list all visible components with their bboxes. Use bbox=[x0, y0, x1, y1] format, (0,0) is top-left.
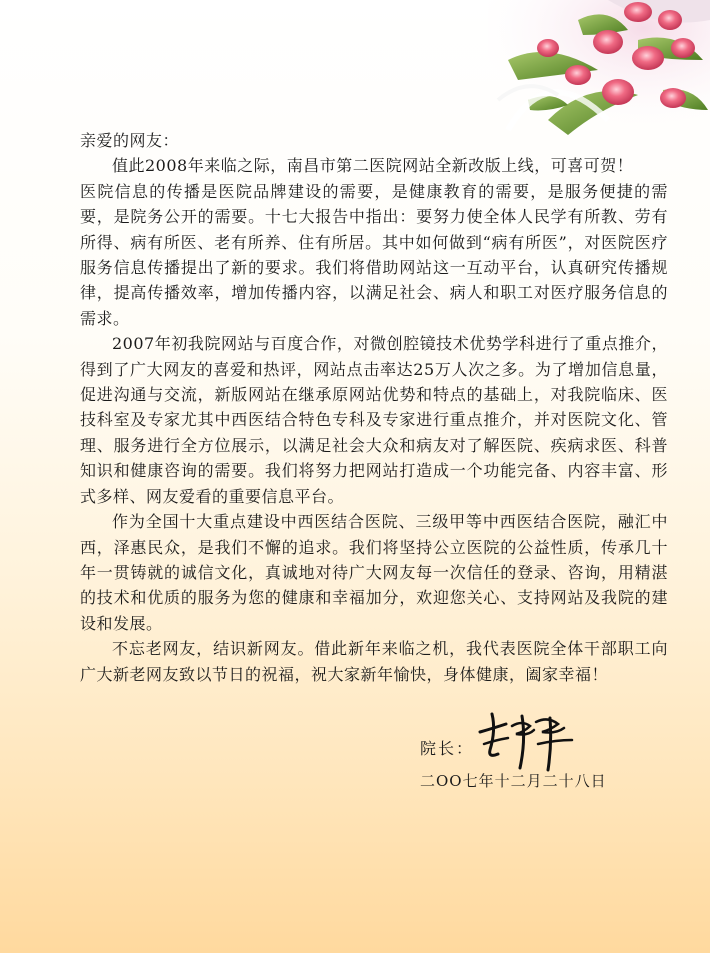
paragraph-new-year-wishes: 不忘老网友，结识新网友。借此新年来临之机，我代表医院全体干部职工向广大新老网友致以节日的祝福，祝大家新年愉快，身体健康，阖家幸福！ bbox=[80, 639, 668, 684]
signature-label: 院长： bbox=[420, 739, 475, 758]
greeting: 亲爱的网友： bbox=[80, 131, 180, 150]
paragraph-hospital-mission: 作为全国十大重点建设中西医结合医院、三级甲等中西医结合医院，融汇中西，泽惠民众，是我们不懈的追求。我们将坚持公立医院的公益性质，传承几十年一贯铸就的诚信文化，真诚地对待广大网友每一次信任的登录、咨询，用精湛的技术和优质的服务为您的健康和幸福加分，欢迎您关心、支持网站及我院的建设和发展。 bbox=[80, 512, 668, 633]
flower-illustration bbox=[488, 0, 710, 140]
paragraph-website-2007: 2007年初我院网站与百度合作，对微创腔镜技术优势学科进行了重点推介，得到了广大网友的喜爱和热评，网站点击率达25万人次之多。为了增加信息量，促进沟通与交流，新版网站在继承原网站优势和特点的基础上，对我院临床、医技科室及专家尤其中西医结合特色专科及专家进行重点推介，并对医院文化、管理、服务进行全方位展示，以满足社会大众和病友对了解医院、疾病求医、科普知识和健康咨询的需要。我们将努力把网站打造成一个功能完备、内容丰富、形式多样、网友爱看的重要信息平台。 bbox=[80, 334, 668, 506]
signature-block bbox=[420, 710, 660, 790]
letter-body bbox=[80, 128, 668, 687]
paragraph-intro: 值此2008年来临之际，南昌市第二医院网站全新改版上线，可喜可贺！ bbox=[112, 156, 634, 176]
paragraph-information: 医院信息的传播是医院品牌建设的需要，是健康教育的需要，是服务便捷的需要，是院务公开的需要。十七大报告中指出：要努力使全体人民学有所教、劳有所得、病有所医、老有所养、住有所居。其中如何做到“病有所医”，对医院医疗服务信息传播提出了新的要求。我们将借助网站这一互动平台，认真研究传播规律，提高传播效率，增加传播内容，以满足社会、病人和职工对医疗服务信息的需求。 bbox=[80, 181, 668, 328]
rose-bouquet-image bbox=[488, 0, 710, 140]
letter-date: 二OO七年十二月二十八日 bbox=[420, 772, 607, 790]
handwritten-signature bbox=[472, 710, 582, 772]
